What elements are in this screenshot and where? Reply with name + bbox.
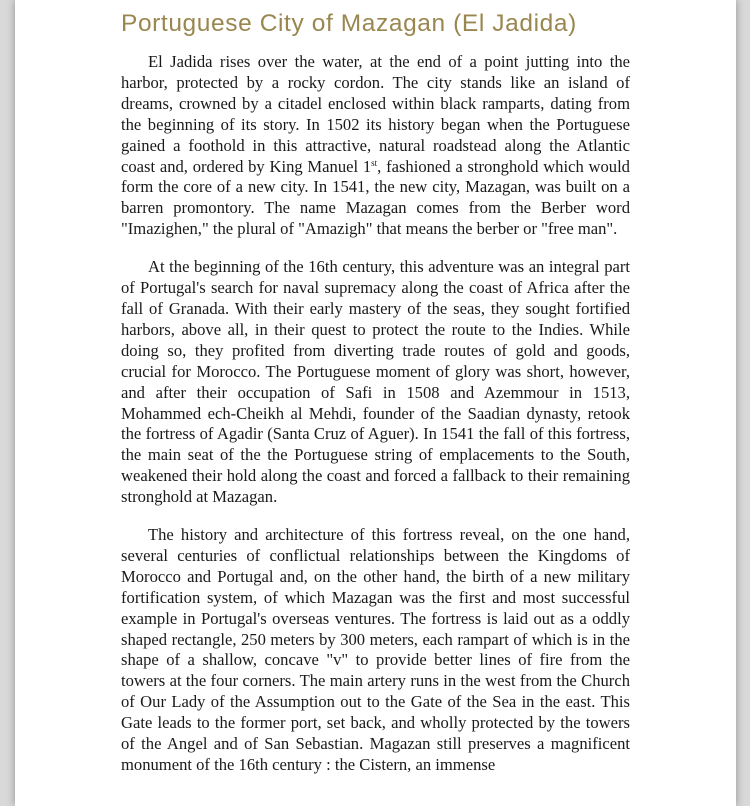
page-title: Portuguese City of Mazagan (El Jadida) [121, 10, 577, 37]
paragraph-1-text-end: , fashioned a stronghold which would form the core of a new city. In 1541, the new city, Mazagan, was built on a barren promontory. The name Mazagan comes from the Berber word "Imazighen," the plural of "Amazigh" that means the berber or "free man". [121, 156, 630, 239]
document-page [15, 0, 736, 806]
paragraph-3: The history and architecture of this fortress reveal, on the one hand, several centuries of conflictual relationships between the Kingdoms of Morocco and Portugal and, on the other hand, the birth of a new military fortification system, of which Mazagan was the first and most successful example in Portugal's overseas ventures. The fortress is laid out as a oddly shaped rectangle, 250 meters by 300 meters, each rampart of which is in the shape of a shallow, concave "v" to provide better lines of fire from the towers at the four corners. The main artery runs in the west from the Church of Our Lady of the Assumption out to the Gate of the Sea in the east. This Gate leads to the former port, set back, and wholly protected by the towers of the Angel and of San Sebastian. Magazan still preserves a magnificent monument of the 16th century : the Cistern, an immense [121, 525, 630, 774]
paragraph-1-text-start: El Jadida rises over the water, at the end of a point jutting into the harbor, protected by a rocky cordon. The city stands like an island of dreams, crowned by a citadel enclosed within black ramparts, dating from the beginning of its story. In 1502 its history began when the Portuguese gained a foothold in this attractive, natural roadstead along the Atlantic coast and, ordered by King Manuel 1 [121, 52, 630, 176]
body-text [121, 52, 630, 793]
ordinal-superscript: st [371, 157, 378, 168]
paragraph-1 [121, 52, 630, 240]
paragraph-2: At the beginning of the 16th century, this adventure was an integral part of Portugal's search for naval supremacy along the coast of Africa after the fall of Granada. With their early mastery of the seas, they sought fortified harbors, above all, in their quest to protect the route to the Indies. While doing so, they profited from diverting trade routes of gold and goods, crucial for Morocco. The Portuguese moment of glory was short, however, and after their occupation of Safi in 1508 and Azemmour in 1513, Mohammed ech-Cheikh al Mehdi, founder of the Saadian dynasty, retook the fortress of Agadir (Santa Cruz of Aguer). In 1541 the fall of this fortress, the main seat of the the Portuguese string of emplacements to the South, weakened their hold along the coast and forced a fallback to their remaining stronghold at Mazagan. [121, 257, 630, 507]
